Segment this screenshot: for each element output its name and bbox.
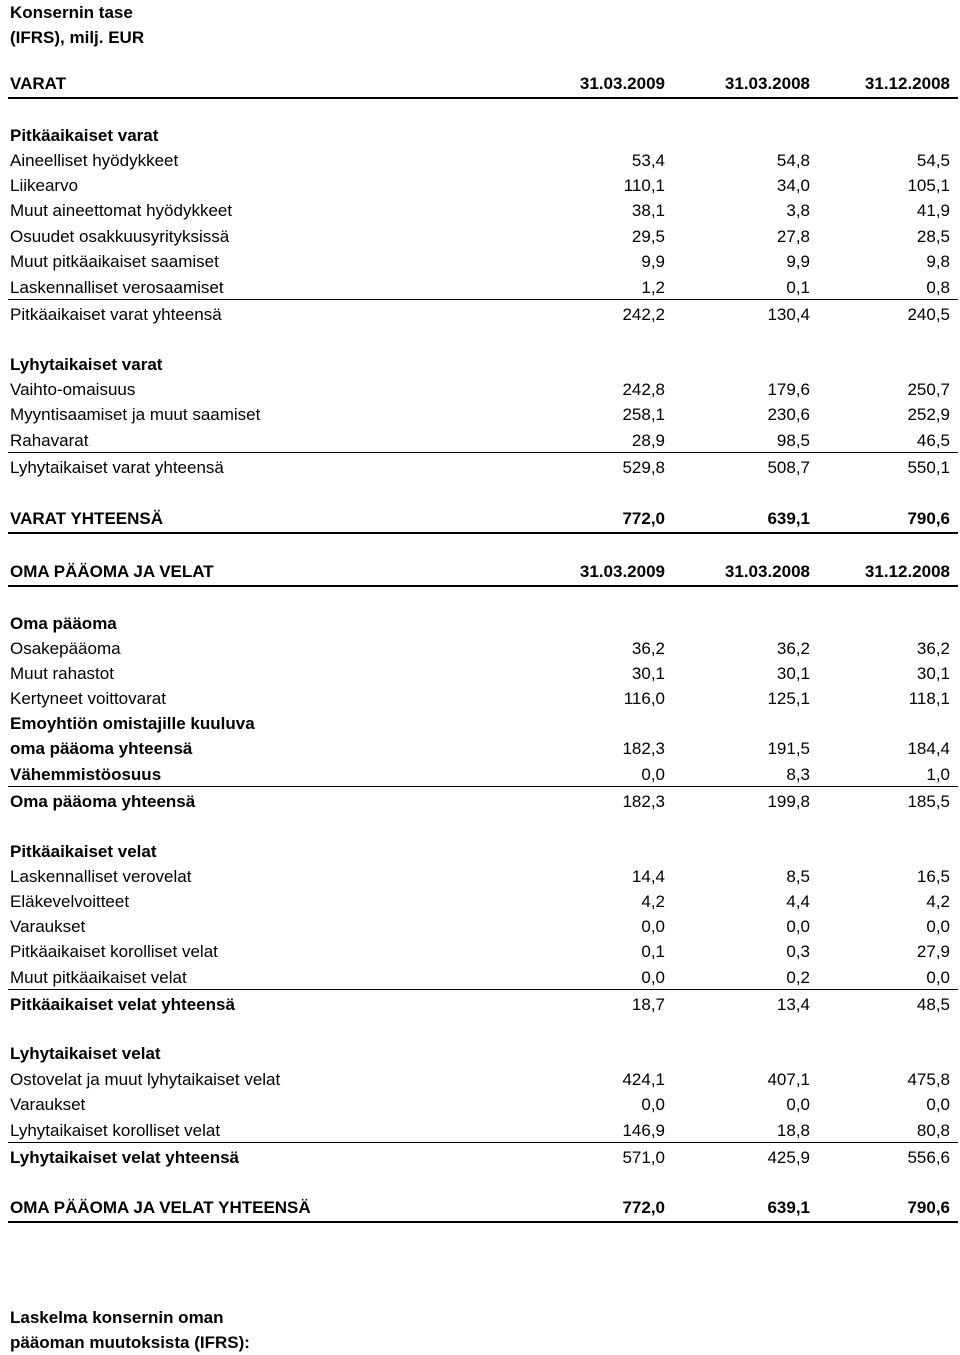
title-line-1: Konsernin tase bbox=[10, 3, 133, 22]
row-value-2: 130,4 bbox=[767, 305, 810, 324]
row-value-2: 0,3 bbox=[786, 942, 810, 961]
subtotal-row bbox=[10, 789, 950, 814]
row-value-3: 48,5 bbox=[916, 995, 950, 1014]
col-header-2: 31.03.2008 bbox=[724, 562, 810, 581]
assets-header-label: VARAT bbox=[10, 74, 67, 93]
row-value-3: 16,5 bbox=[916, 867, 950, 886]
row-value-3: 36,2 bbox=[916, 639, 950, 658]
row-value-1: 0,0 bbox=[641, 917, 665, 936]
row-value-3: 27,9 bbox=[916, 942, 950, 961]
row-label: Pitkäaikaiset korolliset velat bbox=[10, 942, 218, 961]
row-value-1: 146,9 bbox=[622, 1121, 665, 1140]
row-value-2: 125,1 bbox=[767, 689, 810, 708]
row-value-1: 53,4 bbox=[631, 151, 665, 170]
row-label: Kertyneet voittovarat bbox=[10, 689, 166, 708]
table-row bbox=[10, 939, 950, 964]
row-value-3: 0,0 bbox=[926, 1095, 950, 1114]
row-label: Muut rahastot bbox=[10, 664, 114, 683]
col-header-2: 31.03.2008 bbox=[724, 74, 810, 93]
row-value-1: 772,0 bbox=[622, 1198, 665, 1217]
footer-line-1: Laskelma konsernin oman bbox=[10, 1308, 224, 1327]
row-label: Laskennalliset verovelat bbox=[10, 867, 192, 886]
document-title bbox=[10, 0, 144, 50]
row-value-3: 252,9 bbox=[907, 405, 950, 424]
row-label: Lyhytaikaiset varat yhteensä bbox=[10, 458, 224, 477]
row-value-1: 29,5 bbox=[631, 227, 665, 246]
parent-equity-label-row bbox=[10, 711, 950, 736]
divider bbox=[8, 585, 958, 587]
row-value-2: 4,4 bbox=[786, 892, 810, 911]
row-value-2: 9,9 bbox=[786, 252, 810, 271]
section-heading-label: Lyhytaikaiset velat bbox=[10, 1044, 161, 1063]
row-value-3: 556,6 bbox=[907, 1148, 950, 1167]
title-line-2: (IFRS), milj. EUR bbox=[10, 28, 145, 47]
row-value-3: 250,7 bbox=[907, 380, 950, 399]
row-value-3: 184,4 bbox=[907, 739, 950, 758]
row-label: Oma pääoma yhteensä bbox=[10, 792, 196, 811]
table-row bbox=[10, 965, 950, 990]
row-label: Varaukset bbox=[10, 1095, 86, 1114]
row-value-3: 0,0 bbox=[926, 968, 950, 987]
row-value-1: 28,9 bbox=[631, 431, 665, 450]
liabilities-header-label: OMA PÄÄOMA JA VELAT bbox=[10, 562, 214, 581]
row-value-3: 54,5 bbox=[916, 151, 950, 170]
divider bbox=[8, 97, 958, 99]
divider bbox=[8, 786, 958, 787]
row-value-1: 242,2 bbox=[622, 305, 665, 324]
row-value-2: 8,3 bbox=[786, 765, 810, 784]
row-value-2: 407,1 bbox=[767, 1070, 810, 1089]
section-heading-label: Pitkäaikaiset velat bbox=[10, 842, 157, 861]
row-label: Liikearvo bbox=[10, 176, 79, 195]
row-value-1: 0,0 bbox=[641, 968, 665, 987]
section-heading bbox=[10, 1041, 950, 1066]
row-value-1: 14,4 bbox=[631, 867, 665, 886]
section-heading-label: Oma pääoma bbox=[10, 614, 117, 633]
row-value-3: 105,1 bbox=[907, 176, 950, 195]
row-value-3: 475,8 bbox=[907, 1070, 950, 1089]
row-label: Lyhytaikaiset velat yhteensä bbox=[10, 1148, 239, 1167]
table-row bbox=[10, 914, 950, 939]
row-label: Vähemmistöosuus bbox=[10, 765, 162, 784]
subtotal-row bbox=[10, 455, 950, 480]
row-value-2: 0,2 bbox=[786, 968, 810, 987]
col-header-1: 31.03.2009 bbox=[579, 562, 665, 581]
row-value-1: 182,3 bbox=[622, 792, 665, 811]
row-label: Muut pitkäaikaiset velat bbox=[10, 968, 187, 987]
row-label: Vaihto-omaisuus bbox=[10, 380, 136, 399]
row-label: Lyhytaikaiset korolliset velat bbox=[10, 1121, 221, 1140]
table-row bbox=[10, 224, 950, 249]
footer-line-2: pääoman muutoksista (IFRS): bbox=[10, 1333, 250, 1352]
row-value-3: 185,5 bbox=[907, 792, 950, 811]
row-value-3: 118,1 bbox=[908, 689, 950, 708]
row-value-3: 41,9 bbox=[916, 201, 950, 220]
table-row bbox=[10, 1067, 950, 1092]
table-row bbox=[10, 377, 950, 402]
divider bbox=[8, 989, 958, 990]
row-label: Muut aineettomat hyödykkeet bbox=[10, 201, 233, 220]
table-row bbox=[10, 275, 950, 300]
row-value-3: 46,5 bbox=[916, 431, 950, 450]
table-row bbox=[10, 173, 950, 198]
row-label: Pitkäaikaiset velat yhteensä bbox=[10, 995, 235, 1014]
row-value-3: 28,5 bbox=[916, 227, 950, 246]
section-heading bbox=[10, 123, 950, 148]
row-value-3: 0,0 bbox=[926, 917, 950, 936]
liabilities-header-row bbox=[10, 559, 950, 584]
row-value-2: 13,4 bbox=[776, 995, 810, 1014]
row-value-1: 9,9 bbox=[641, 252, 665, 271]
assets-total-row bbox=[10, 506, 950, 531]
table-row bbox=[10, 249, 950, 274]
row-value-1: 182,3 bbox=[622, 739, 665, 758]
row-value-3: 240,5 bbox=[907, 305, 950, 324]
row-label: Laskennalliset verosaamiset bbox=[10, 278, 224, 297]
table-row bbox=[10, 762, 950, 787]
row-value-3: 30,1 bbox=[916, 664, 950, 683]
row-value-1: 242,8 bbox=[622, 380, 665, 399]
row-value-3: 550,1 bbox=[907, 458, 950, 477]
row-label: Ostovelat ja muut lyhytaikaiset velat bbox=[10, 1070, 281, 1089]
table-row bbox=[10, 1092, 950, 1117]
row-value-2: 230,6 bbox=[767, 405, 810, 424]
row-label: OMA PÄÄOMA JA VELAT YHTEENSÄ bbox=[10, 1198, 311, 1217]
row-label: Myyntisaamiset ja muut saamiset bbox=[10, 405, 261, 424]
row-label: Emoyhtiön omistajille kuuluva bbox=[10, 714, 255, 733]
subtotal-row bbox=[10, 736, 950, 761]
row-value-1: 529,8 bbox=[622, 458, 665, 477]
row-value-2: 639,1 bbox=[767, 509, 810, 528]
subtotal-row bbox=[10, 302, 950, 327]
row-label: oma pääoma yhteensä bbox=[10, 739, 193, 758]
row-value-2: 8,5 bbox=[786, 867, 810, 886]
row-value-2: 30,1 bbox=[776, 664, 810, 683]
row-value-1: 116,0 bbox=[623, 689, 665, 708]
table-row bbox=[10, 198, 950, 223]
divider bbox=[8, 532, 958, 534]
row-label: Varaukset bbox=[10, 917, 86, 936]
row-label: Aineelliset hyödykkeet bbox=[10, 151, 179, 170]
section-heading-label: Pitkäaikaiset varat bbox=[10, 126, 159, 145]
divider bbox=[8, 452, 958, 453]
row-value-1: 772,0 bbox=[622, 509, 665, 528]
table-row bbox=[10, 889, 950, 914]
row-value-1: 0,0 bbox=[641, 1095, 665, 1114]
section-heading bbox=[10, 839, 950, 864]
row-value-3: 790,6 bbox=[907, 1198, 950, 1217]
row-value-3: 4,2 bbox=[926, 892, 950, 911]
row-value-2: 425,9 bbox=[767, 1148, 810, 1167]
row-value-2: 199,8 bbox=[767, 792, 810, 811]
row-value-2: 0,0 bbox=[786, 1095, 810, 1114]
section-heading-label: Lyhytaikaiset varat bbox=[10, 355, 163, 374]
row-value-2: 34,0 bbox=[776, 176, 810, 195]
row-value-2: 0,1 bbox=[786, 278, 810, 297]
row-value-2: 27,8 bbox=[776, 227, 810, 246]
row-value-1: 18,7 bbox=[631, 995, 665, 1014]
table-row bbox=[10, 148, 950, 173]
row-value-1: 4,2 bbox=[641, 892, 665, 911]
table-row bbox=[10, 402, 950, 427]
row-value-2: 191,5 bbox=[767, 739, 810, 758]
row-value-1: 38,1 bbox=[631, 201, 665, 220]
table-row bbox=[10, 686, 950, 711]
divider bbox=[8, 299, 958, 300]
row-value-2: 0,0 bbox=[786, 917, 810, 936]
row-value-1: 258,1 bbox=[622, 405, 665, 424]
row-label: Rahavarat bbox=[10, 431, 89, 450]
row-label: Pitkäaikaiset varat yhteensä bbox=[10, 305, 222, 324]
assets-header-row bbox=[10, 71, 950, 96]
row-value-2: 98,5 bbox=[776, 431, 810, 450]
row-value-3: 1,0 bbox=[926, 765, 950, 784]
row-value-2: 54,8 bbox=[776, 151, 810, 170]
row-label: VARAT YHTEENSÄ bbox=[10, 509, 164, 528]
col-header-3: 31.12.2008 bbox=[864, 562, 950, 581]
row-value-3: 790,6 bbox=[907, 509, 950, 528]
subtotal-row bbox=[10, 1145, 950, 1170]
section-heading bbox=[10, 611, 950, 636]
section-heading bbox=[10, 352, 950, 377]
table-row bbox=[10, 864, 950, 889]
row-value-2: 36,2 bbox=[776, 639, 810, 658]
col-header-3: 31.12.2008 bbox=[864, 74, 950, 93]
row-value-3: 80,8 bbox=[916, 1121, 950, 1140]
row-value-3: 0,8 bbox=[926, 278, 950, 297]
divider bbox=[8, 1221, 958, 1223]
row-value-2: 639,1 bbox=[767, 1198, 810, 1217]
row-value-1: 0,1 bbox=[641, 942, 665, 961]
row-label: Osakepääoma bbox=[10, 639, 121, 658]
row-value-1: 424,1 bbox=[622, 1070, 665, 1089]
row-value-1: 0,0 bbox=[641, 765, 665, 784]
footer-heading bbox=[10, 1305, 250, 1355]
subtotal-row bbox=[10, 992, 950, 1017]
table-row bbox=[10, 636, 950, 661]
grand-total-row bbox=[10, 1195, 950, 1220]
col-header-1: 31.03.2009 bbox=[579, 74, 665, 93]
row-value-1: 1,2 bbox=[641, 278, 665, 297]
row-value-1: 571,0 bbox=[622, 1148, 665, 1167]
row-label: Eläkevelvoitteet bbox=[10, 892, 130, 911]
row-value-2: 508,7 bbox=[767, 458, 810, 477]
divider bbox=[8, 1142, 958, 1143]
table-row bbox=[10, 428, 950, 453]
row-value-2: 179,6 bbox=[767, 380, 810, 399]
table-row bbox=[10, 1118, 950, 1143]
row-value-2: 3,8 bbox=[786, 201, 810, 220]
row-label: Osuudet osakkuusyrityksissä bbox=[10, 227, 230, 246]
row-value-1: 110,1 bbox=[623, 176, 665, 195]
row-value-2: 18,8 bbox=[776, 1121, 810, 1140]
row-value-1: 36,2 bbox=[631, 639, 665, 658]
row-value-1: 30,1 bbox=[631, 664, 665, 683]
row-value-3: 9,8 bbox=[926, 252, 950, 271]
table-row bbox=[10, 661, 950, 686]
row-label: Muut pitkäaikaiset saamiset bbox=[10, 252, 219, 271]
